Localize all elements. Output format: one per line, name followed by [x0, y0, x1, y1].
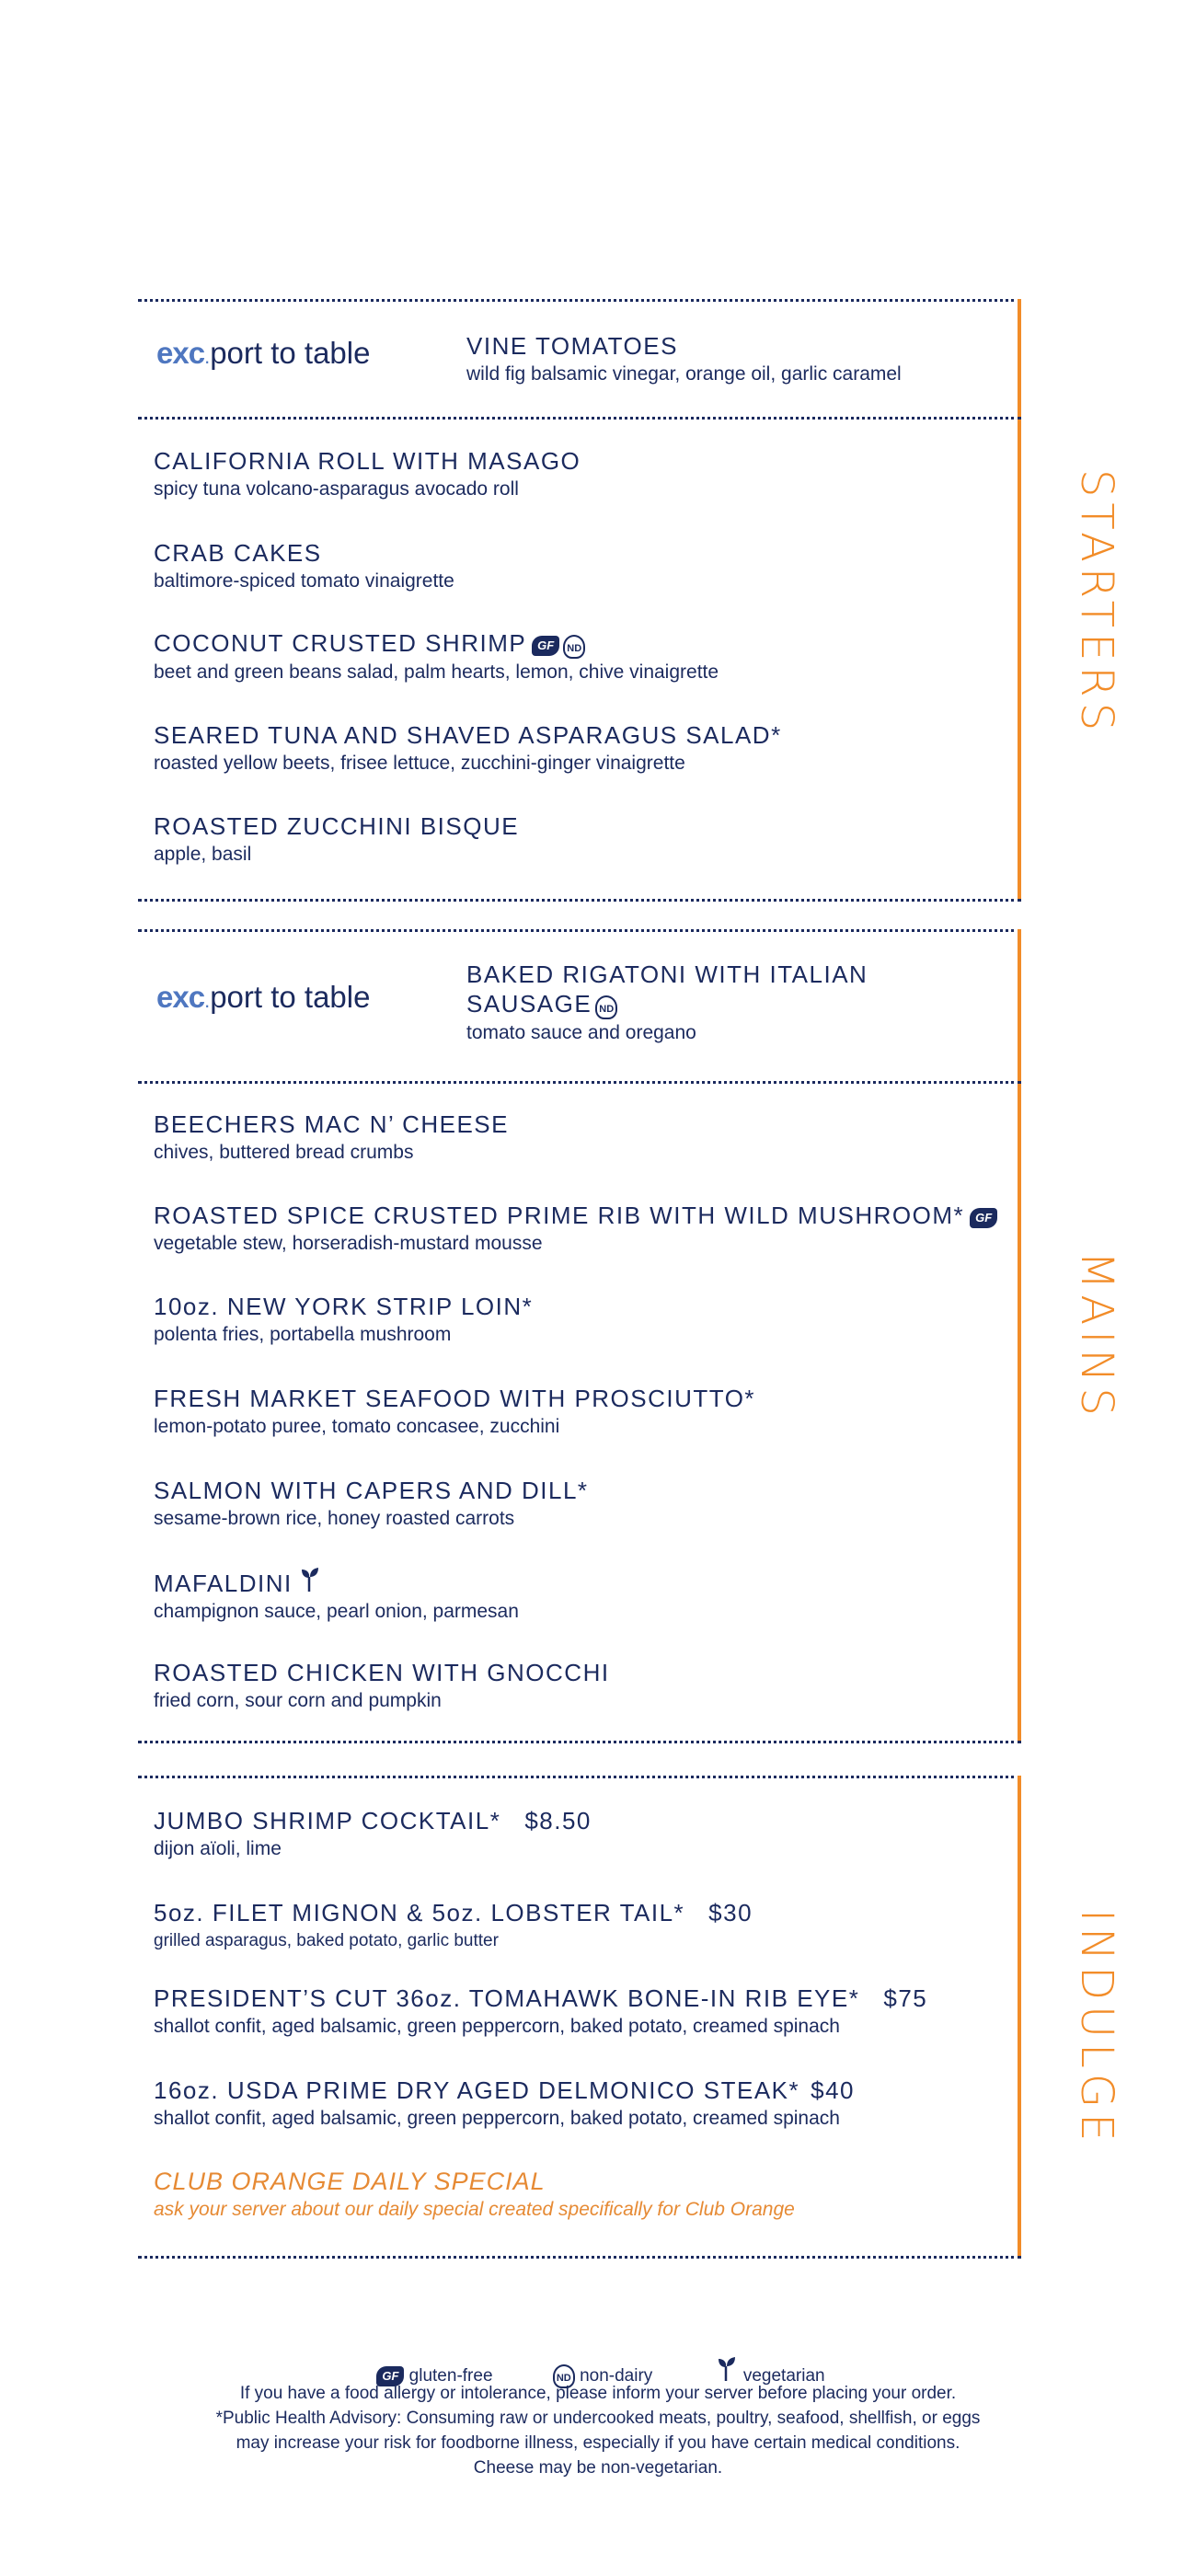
indulge-section	[138, 1776, 1021, 2259]
menu-item: COCONUT CRUSTED SHRIMP GF ND beet and green beans salad, palm hearts, lemon, chive vinaigrette	[154, 629, 719, 683]
item-price: $8.50	[524, 1807, 592, 1834]
divider-bottom	[138, 2256, 1021, 2259]
menu-item: ROASTED SPICE CRUSTED PRIME RIB WITH WILD MUSHROOM* GF vegetable stew, horseradish-mustard mousse	[154, 1201, 1009, 1258]
gluten-free-icon: GF	[970, 1208, 997, 1228]
divider-top	[138, 929, 1021, 932]
menu-item: 10oz. NEW YORK STRIP LOIN* polenta fries, portabella mushroom	[154, 1293, 534, 1345]
section-bar	[1018, 1776, 1021, 2259]
indulge-title: INDULGE	[1071, 1909, 1122, 2147]
item-name: VINE TOMATOES	[466, 332, 678, 360]
menu-item: JUMBO SHRIMP COCKTAIL* $8.50 dijon aïoli, lime	[154, 1807, 592, 1859]
section-bar	[1018, 299, 1021, 902]
dietary-legend: GF gluten-free ND non-dairy vegetarian	[0, 2355, 1196, 2388]
non-dairy-icon: ND	[563, 635, 585, 659]
menu-item: CALIFORNIA ROLL WITH MASAGO spicy tuna volcano-asparagus avocado roll	[154, 447, 581, 500]
divider-top	[138, 299, 1021, 302]
divider-featured	[138, 417, 1021, 420]
divider-bottom	[138, 1741, 1021, 1743]
mains-section	[138, 929, 1021, 1743]
menu-item: SALMON WITH CAPERS AND DILL* sesame-brown rice, honey roasted carrots	[154, 1477, 589, 1529]
section-bar	[1018, 929, 1021, 1743]
menu-item: SEARED TUNA AND SHAVED ASPARAGUS SALAD* roasted yellow beets, frisee lettuce, zucchini-ginger vinaigrette	[154, 721, 782, 774]
menu-item: BEECHERS MAC N’ CHEESE chives, buttered bread crumbs	[154, 1110, 509, 1163]
divider-top	[138, 1776, 1021, 1778]
divider-featured	[138, 1081, 1021, 1084]
menu-item: 5oz. FILET MIGNON & 5oz. LOBSTER TAIL* $30 grilled asparagus, baked potato, garlic butter	[154, 1899, 753, 1950]
menu-item: ROASTED CHICKEN WITH GNOCCHI fried corn, sour corn and pumpkin	[154, 1659, 610, 1711]
menu-item: PRESIDENT’S CUT 36oz. TOMAHAWK BONE-IN RIB EYE* $75 shallot confit, aged balsamic, green peppercorn, baked potato, creamed spinach	[154, 1984, 928, 2037]
gluten-free-icon: GF	[376, 2366, 404, 2386]
vegetarian-icon	[298, 1566, 322, 1593]
allergy-advisory: If you have a food allergy or intolerance, please inform your server before placing your order. *Public Health Advisory: Consuming raw or undercooked meats, poultry, seafood, shellfish, or eggs may increase your risk for foodborne illness, especially if you have certain medical conditions. Cheese may be non-vegetarian.	[215, 2384, 981, 2478]
menu-item: FRESH MARKET SEAFOOD WITH PROSCIUTTO* lemon-potato puree, tomato concasee, zucchini	[154, 1385, 756, 1437]
divider-bottom	[138, 899, 1021, 902]
daily-special: CLUB ORANGE DAILY SPECIAL ask your server about our daily special created specifically for Club Orange	[154, 2168, 795, 2220]
non-dairy-icon: ND	[595, 995, 617, 1019]
item-price: $30	[708, 1899, 753, 1926]
item-price: $75	[883, 1984, 928, 2012]
menu-item: CRAB CAKES baltimore-spiced tomato vinaigrette	[154, 539, 454, 592]
featured-item	[466, 331, 1000, 388]
menu-item: 16oz. USDA PRIME DRY AGED DELMONICO STEAK* $40 shallot confit, aged balsamic, green peppercorn, baked potato, creamed spinach	[154, 2076, 856, 2129]
menu-item: MAFALDINI champignon sauce, pearl onion, parmesan	[154, 1566, 1009, 1626]
mains-title: MAINS	[1071, 1251, 1122, 1421]
starters-section	[138, 299, 1021, 902]
vegetarian-icon	[715, 2355, 739, 2383]
menu-item: ROASTED ZUCCHINI BISQUE apple, basil	[154, 812, 520, 865]
port-to-table-logo: exc.port to table	[156, 980, 371, 1014]
starters-title: STARTERS	[1071, 469, 1122, 737]
featured-item: BAKED RIGATONI WITH ITALIAN SAUSAGE ND tomato sauce and oregano	[466, 960, 868, 1043]
gluten-free-icon: GF	[532, 636, 559, 656]
item-price: $40	[811, 2076, 856, 2104]
non-dairy-icon: ND	[553, 2364, 575, 2388]
port-to-table-logo: exc.port to table	[156, 336, 371, 370]
item-desc: wild fig balsamic vinegar, orange oil, garlic caramel	[466, 363, 902, 385]
